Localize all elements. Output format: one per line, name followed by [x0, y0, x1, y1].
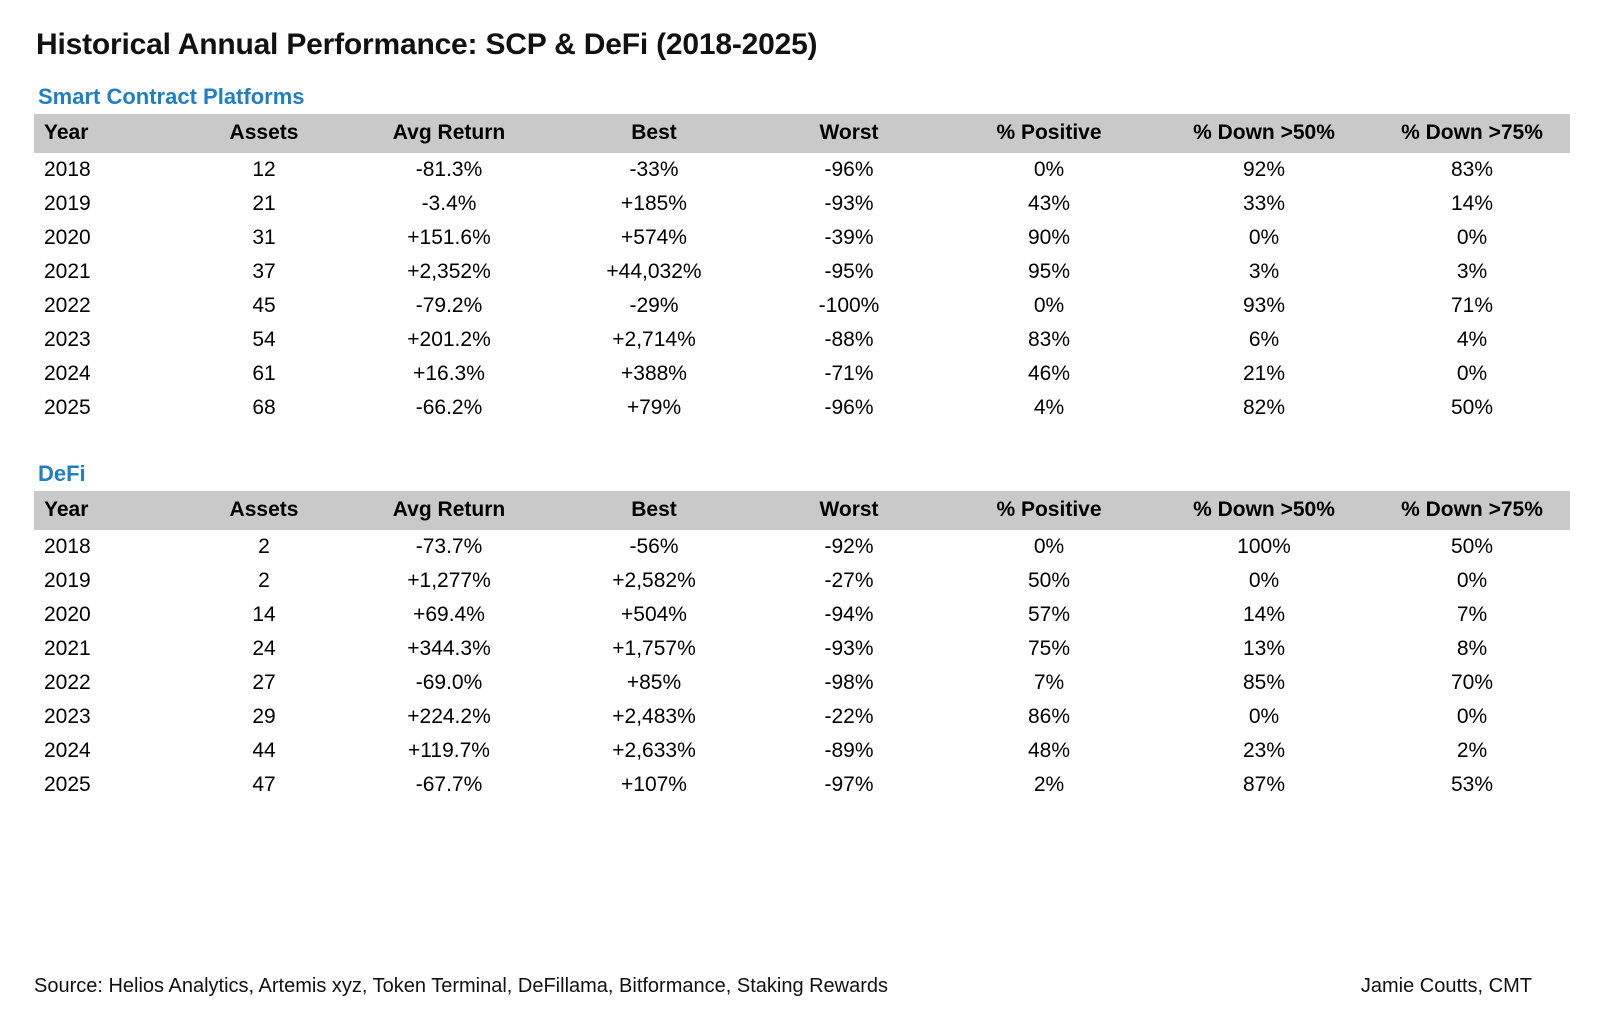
cell-worst: -94% — [824, 603, 874, 626]
cell-assets: 45 — [252, 294, 276, 317]
cell-pct-positive: 0% — [1033, 158, 1065, 181]
cell-assets: 37 — [252, 260, 276, 283]
cell-assets: 61 — [252, 362, 276, 385]
cell-pct-down-75: 53% — [1450, 773, 1494, 796]
cell-pct-down-50: 92% — [1242, 158, 1286, 181]
column-header-pct-down-75: % Down >75% — [1374, 491, 1570, 530]
table-row — [34, 632, 1570, 666]
cell-assets: 21 — [252, 192, 276, 215]
cell-best: -56% — [629, 535, 679, 558]
cell-worst: -27% — [824, 569, 874, 592]
table-row — [34, 700, 1570, 734]
cell-pct-down-75: 0% — [1456, 362, 1488, 385]
section-defi — [34, 461, 1566, 802]
section-divider — [34, 425, 1566, 461]
column-header-year: Year — [34, 114, 184, 153]
cell-best: -29% — [629, 294, 679, 317]
cell-avg-return: +2,352% — [407, 260, 491, 283]
cell-pct-positive: 83% — [1027, 328, 1071, 351]
table-row — [34, 255, 1570, 289]
table-row — [34, 734, 1570, 768]
cell-best: +2,582% — [612, 569, 696, 592]
cell-worst: -96% — [824, 158, 874, 181]
cell-pct-down-50: 6% — [1248, 328, 1280, 351]
cell-assets: 29 — [252, 705, 276, 728]
cell-pct-down-75: 0% — [1456, 226, 1488, 249]
cell-pct-down-75: 83% — [1450, 158, 1494, 181]
cell-pct-positive: 50% — [1027, 569, 1071, 592]
cell-assets: 54 — [252, 328, 276, 351]
cell-best: +504% — [621, 603, 687, 626]
cell-best: +44,032% — [606, 260, 702, 283]
cell-pct-down-75: 50% — [1450, 396, 1494, 419]
cell-best: -33% — [629, 158, 679, 181]
cell-assets: 47 — [252, 773, 276, 796]
cell-pct-positive: 90% — [1027, 226, 1071, 249]
column-header-worst: Worst — [754, 491, 944, 530]
cell-pct-down-50: 33% — [1242, 192, 1286, 215]
table-header-row — [34, 114, 1570, 153]
table-row — [34, 768, 1570, 802]
cell-year: 2019 — [44, 192, 91, 215]
cell-pct-down-50: 82% — [1242, 396, 1286, 419]
cell-pct-down-75: 0% — [1456, 569, 1488, 592]
cell-best: +1,757% — [612, 637, 696, 660]
table-row — [34, 564, 1570, 598]
cell-pct-positive: 57% — [1027, 603, 1071, 626]
cell-best: +107% — [621, 773, 687, 796]
cell-worst: -96% — [824, 396, 874, 419]
cell-worst: -93% — [824, 637, 874, 660]
cell-avg-return: +224.2% — [407, 705, 491, 728]
cell-worst: -100% — [818, 294, 880, 317]
column-header-worst: Worst — [754, 114, 944, 153]
cell-assets: 24 — [252, 637, 276, 660]
cell-pct-positive: 43% — [1027, 192, 1071, 215]
cell-assets: 14 — [252, 603, 276, 626]
cell-pct-positive: 0% — [1033, 294, 1065, 317]
table-header-row — [34, 491, 1570, 530]
cell-pct-positive: 95% — [1027, 260, 1071, 283]
cell-best: +2,633% — [612, 739, 696, 762]
cell-year: 2022 — [44, 294, 91, 317]
cell-pct-down-50: 23% — [1242, 739, 1286, 762]
column-header-pct-down-50: % Down >50% — [1154, 491, 1374, 530]
cell-pct-down-50: 0% — [1248, 705, 1280, 728]
cell-pct-positive: 0% — [1033, 535, 1065, 558]
cell-pct-down-50: 93% — [1242, 294, 1286, 317]
cell-pct-positive: 7% — [1033, 671, 1065, 694]
table-row — [34, 289, 1570, 323]
cell-worst: -71% — [824, 362, 874, 385]
cell-avg-return: -73.7% — [415, 535, 483, 558]
cell-year: 2018 — [44, 158, 91, 181]
cell-pct-down-50: 100% — [1237, 535, 1291, 558]
cell-best: +574% — [621, 226, 687, 249]
table-row — [34, 357, 1570, 391]
cell-year: 2024 — [44, 739, 91, 762]
cell-best: +79% — [626, 396, 682, 419]
cell-pct-down-75: 71% — [1450, 294, 1494, 317]
cell-year: 2024 — [44, 362, 91, 385]
cell-worst: -98% — [824, 671, 874, 694]
cell-pct-down-75: 14% — [1450, 192, 1494, 215]
cell-pct-down-75: 3% — [1456, 260, 1488, 283]
author-credit: Jamie Coutts, CMT — [1360, 975, 1532, 997]
cell-worst: -22% — [824, 705, 874, 728]
table-row — [34, 221, 1570, 255]
cell-year: 2023 — [44, 705, 91, 728]
column-header-pct-down-75: % Down >75% — [1374, 114, 1570, 153]
cell-pct-down-50: 21% — [1242, 362, 1286, 385]
column-header-avg-return: Avg Return — [344, 114, 554, 153]
table-body-scp — [34, 153, 1570, 425]
table-body-defi — [34, 530, 1570, 802]
cell-avg-return: -69.0% — [415, 671, 483, 694]
column-header-pct-positive: % Positive — [944, 114, 1154, 153]
cell-pct-positive: 2% — [1033, 773, 1065, 796]
cell-avg-return: -81.3% — [415, 158, 483, 181]
cell-worst: -92% — [824, 535, 874, 558]
cell-pct-down-75: 50% — [1450, 535, 1494, 558]
cell-year: 2022 — [44, 671, 91, 694]
cell-best: +185% — [621, 192, 687, 215]
cell-avg-return: -79.2% — [415, 294, 483, 317]
cell-year: 2020 — [44, 226, 91, 249]
column-header-best: Best — [554, 114, 754, 153]
table-row — [34, 187, 1570, 221]
cell-avg-return: -66.2% — [415, 396, 483, 419]
footer — [34, 975, 1566, 998]
cell-pct-down-50: 3% — [1248, 260, 1280, 283]
cell-avg-return: -3.4% — [421, 192, 477, 215]
cell-pct-down-75: 7% — [1456, 603, 1488, 626]
cell-pct-down-75: 8% — [1456, 637, 1488, 660]
cell-pct-down-50: 13% — [1242, 637, 1286, 660]
table-row — [34, 530, 1570, 564]
cell-best: +388% — [621, 362, 687, 385]
column-header-year: Year — [34, 491, 184, 530]
page-title: Historical Annual Performance: SCP & DeFi (2018-2025) — [36, 28, 818, 61]
table-row — [34, 666, 1570, 700]
cell-pct-positive: 48% — [1027, 739, 1071, 762]
cell-year: 2018 — [44, 535, 91, 558]
cell-best: +2,714% — [612, 328, 696, 351]
cell-pct-down-50: 14% — [1242, 603, 1286, 626]
cell-year: 2019 — [44, 569, 91, 592]
cell-pct-down-50: 0% — [1248, 226, 1280, 249]
cell-pct-down-75: 70% — [1450, 671, 1494, 694]
table-row — [34, 323, 1570, 357]
cell-year: 2020 — [44, 603, 91, 626]
cell-pct-down-75: 0% — [1456, 705, 1488, 728]
cell-avg-return: +151.6% — [407, 226, 491, 249]
table-smart-contract-platforms — [34, 114, 1570, 425]
cell-year: 2023 — [44, 328, 91, 351]
column-header-pct-positive: % Positive — [944, 491, 1154, 530]
cell-avg-return: +119.7% — [408, 739, 490, 762]
cell-pct-down-75: 4% — [1456, 328, 1488, 351]
cell-pct-down-50: 87% — [1242, 773, 1286, 796]
table-row — [34, 391, 1570, 425]
cell-pct-positive: 75% — [1027, 637, 1071, 660]
cell-assets: 2 — [258, 569, 270, 592]
cell-worst: -88% — [824, 328, 874, 351]
cell-pct-down-50: 85% — [1242, 671, 1286, 694]
cell-worst: -95% — [824, 260, 874, 283]
cell-best: +2,483% — [612, 705, 696, 728]
section-title-scp: Smart Contract Platforms — [38, 84, 305, 109]
cell-pct-down-75: 2% — [1456, 739, 1488, 762]
cell-year: 2021 — [44, 260, 91, 283]
cell-year: 2021 — [44, 637, 91, 660]
table-defi — [34, 491, 1570, 802]
cell-avg-return: +16.3% — [413, 362, 485, 385]
cell-worst: -93% — [824, 192, 874, 215]
cell-avg-return: -67.7% — [415, 773, 483, 796]
section-title-defi: DeFi — [38, 461, 86, 486]
cell-worst: -39% — [824, 226, 874, 249]
section-smart-contract-platforms — [34, 84, 1566, 425]
cell-worst: -89% — [824, 739, 874, 762]
cell-pct-positive: 86% — [1027, 705, 1071, 728]
cell-pct-positive: 4% — [1033, 396, 1065, 419]
cell-assets: 2 — [258, 535, 270, 558]
column-header-avg-return: Avg Return — [344, 491, 554, 530]
cell-pct-positive: 46% — [1027, 362, 1071, 385]
cell-worst: -97% — [824, 773, 874, 796]
table-row — [34, 598, 1570, 632]
cell-year: 2025 — [44, 773, 91, 796]
cell-best: +85% — [626, 671, 682, 694]
cell-year: 2025 — [44, 396, 91, 419]
column-header-best: Best — [554, 491, 754, 530]
column-header-assets: Assets — [184, 114, 344, 153]
source-note: Source: Helios Analytics, Artemis xyz, Token Terminal, DeFillama, Bitformance, Staking Rewards — [34, 975, 889, 997]
column-header-assets: Assets — [184, 491, 344, 530]
cell-avg-return: +344.3% — [407, 637, 491, 660]
cell-assets: 27 — [252, 671, 276, 694]
cell-pct-down-50: 0% — [1248, 569, 1280, 592]
cell-avg-return: +201.2% — [407, 328, 491, 351]
cell-assets: 12 — [252, 158, 276, 181]
cell-avg-return: +1,277% — [407, 569, 491, 592]
table-row — [34, 153, 1570, 187]
cell-avg-return: +69.4% — [413, 603, 485, 626]
cell-assets: 44 — [252, 739, 276, 762]
column-header-pct-down-50: % Down >50% — [1154, 114, 1374, 153]
cell-assets: 31 — [252, 226, 276, 249]
cell-assets: 68 — [252, 396, 276, 419]
